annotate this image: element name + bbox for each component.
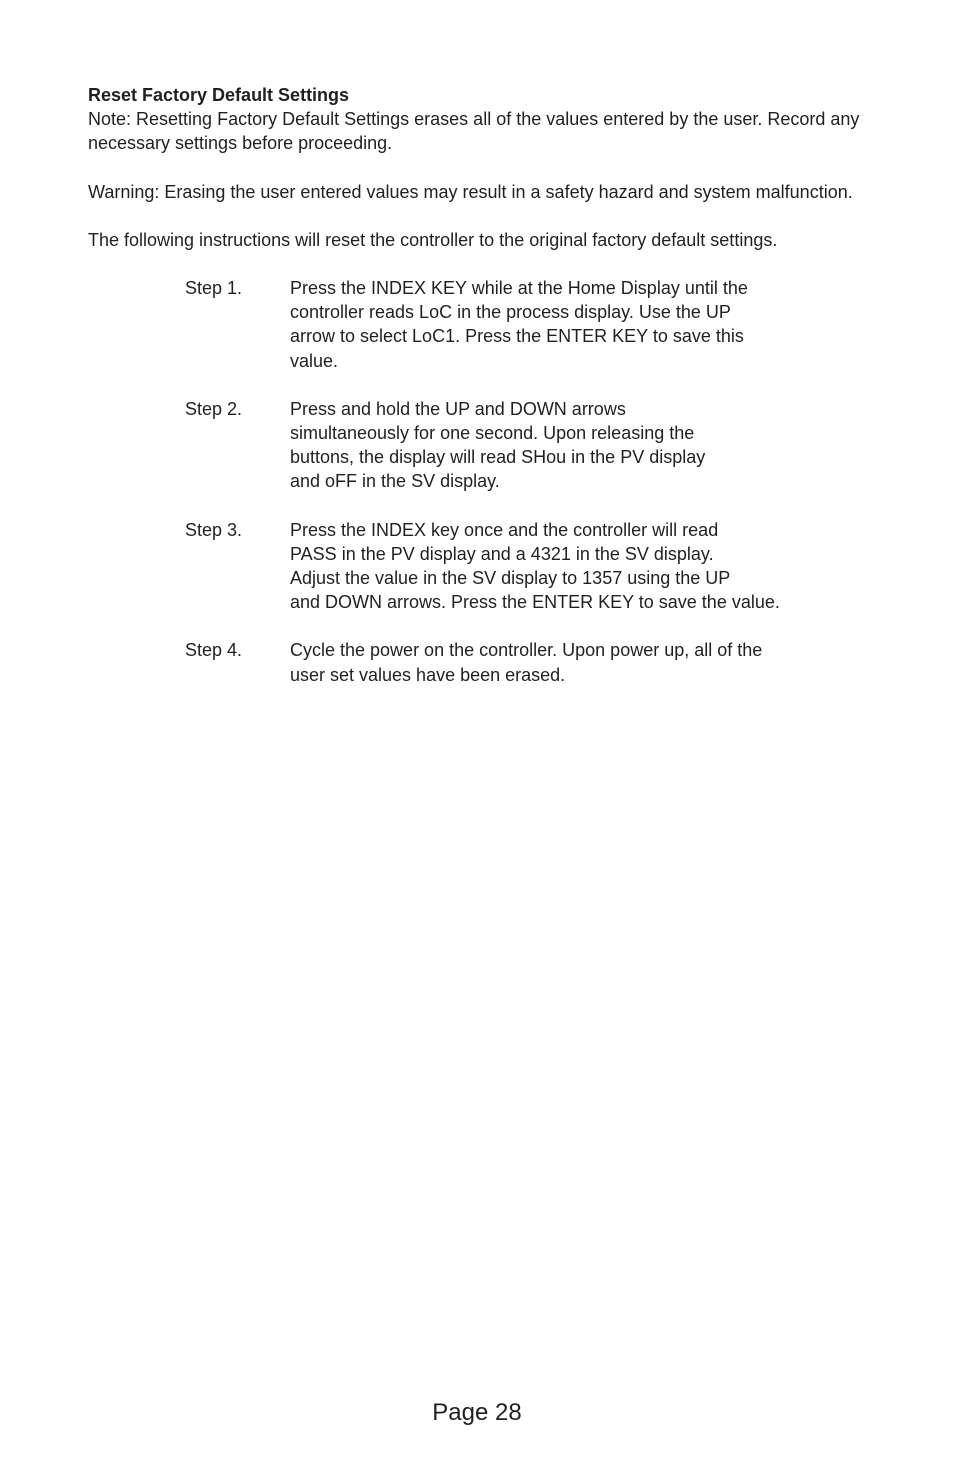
step-1 [185,276,748,373]
step-line: PASS in the PV display and a 4321 in the SV display. [290,543,714,564]
step-3 [185,518,780,615]
step-label: Step 3. [185,519,243,540]
step-line: Press and hold the UP and DOWN arrows [290,398,626,419]
step-line: and oFF in the SV display. [290,471,500,492]
step-line: Adjust the value in the SV display to 1357 using the UP [290,568,731,589]
step-text [290,518,780,615]
page-number: Page 28 [432,1399,522,1426]
steps-list [185,276,780,687]
step-line: Press the INDEX key once and the controller will read [290,519,719,540]
step-line: simultaneously for one second. Upon releasing the [290,423,695,444]
document-body [88,83,868,711]
step-line: Cycle the power on the controller. Upon power up, all of the [290,640,763,661]
step-line: Press the INDEX KEY while at the Home Display until the [290,278,748,299]
section-title: Reset Factory Default Settings [88,85,350,105]
step-label: Step 1. [185,278,243,299]
step-line: controller reads LoC in the process display. Use the UP [290,302,731,323]
step-line: value. [290,350,339,371]
note-paragraph: Note: Resetting Factory Default Settings erases all of the values entered by the user. Record any necessary settings before proceeding. [88,109,860,154]
step-text [290,397,725,494]
step-line: user set values have been erased. [290,664,566,685]
warning-paragraph: Warning: Erasing the user entered values may result in a safety hazard and system malfunction. [88,181,853,202]
intro-paragraph: The following instructions will reset the controller to the original factory default settings. [88,229,778,250]
step-4 [185,638,763,686]
step-line: arrow to select LoC1. Press the ENTER KEY to save this [290,326,744,347]
step-line: buttons, the display will read SHou in the PV display [290,447,706,468]
step-line: and DOWN arrows. Press the ENTER KEY to save the value. [290,592,780,613]
step-2 [185,397,725,494]
step-label: Step 4. [185,640,243,661]
step-text [290,638,762,686]
step-text [290,276,748,373]
step-label: Step 2. [185,398,243,419]
